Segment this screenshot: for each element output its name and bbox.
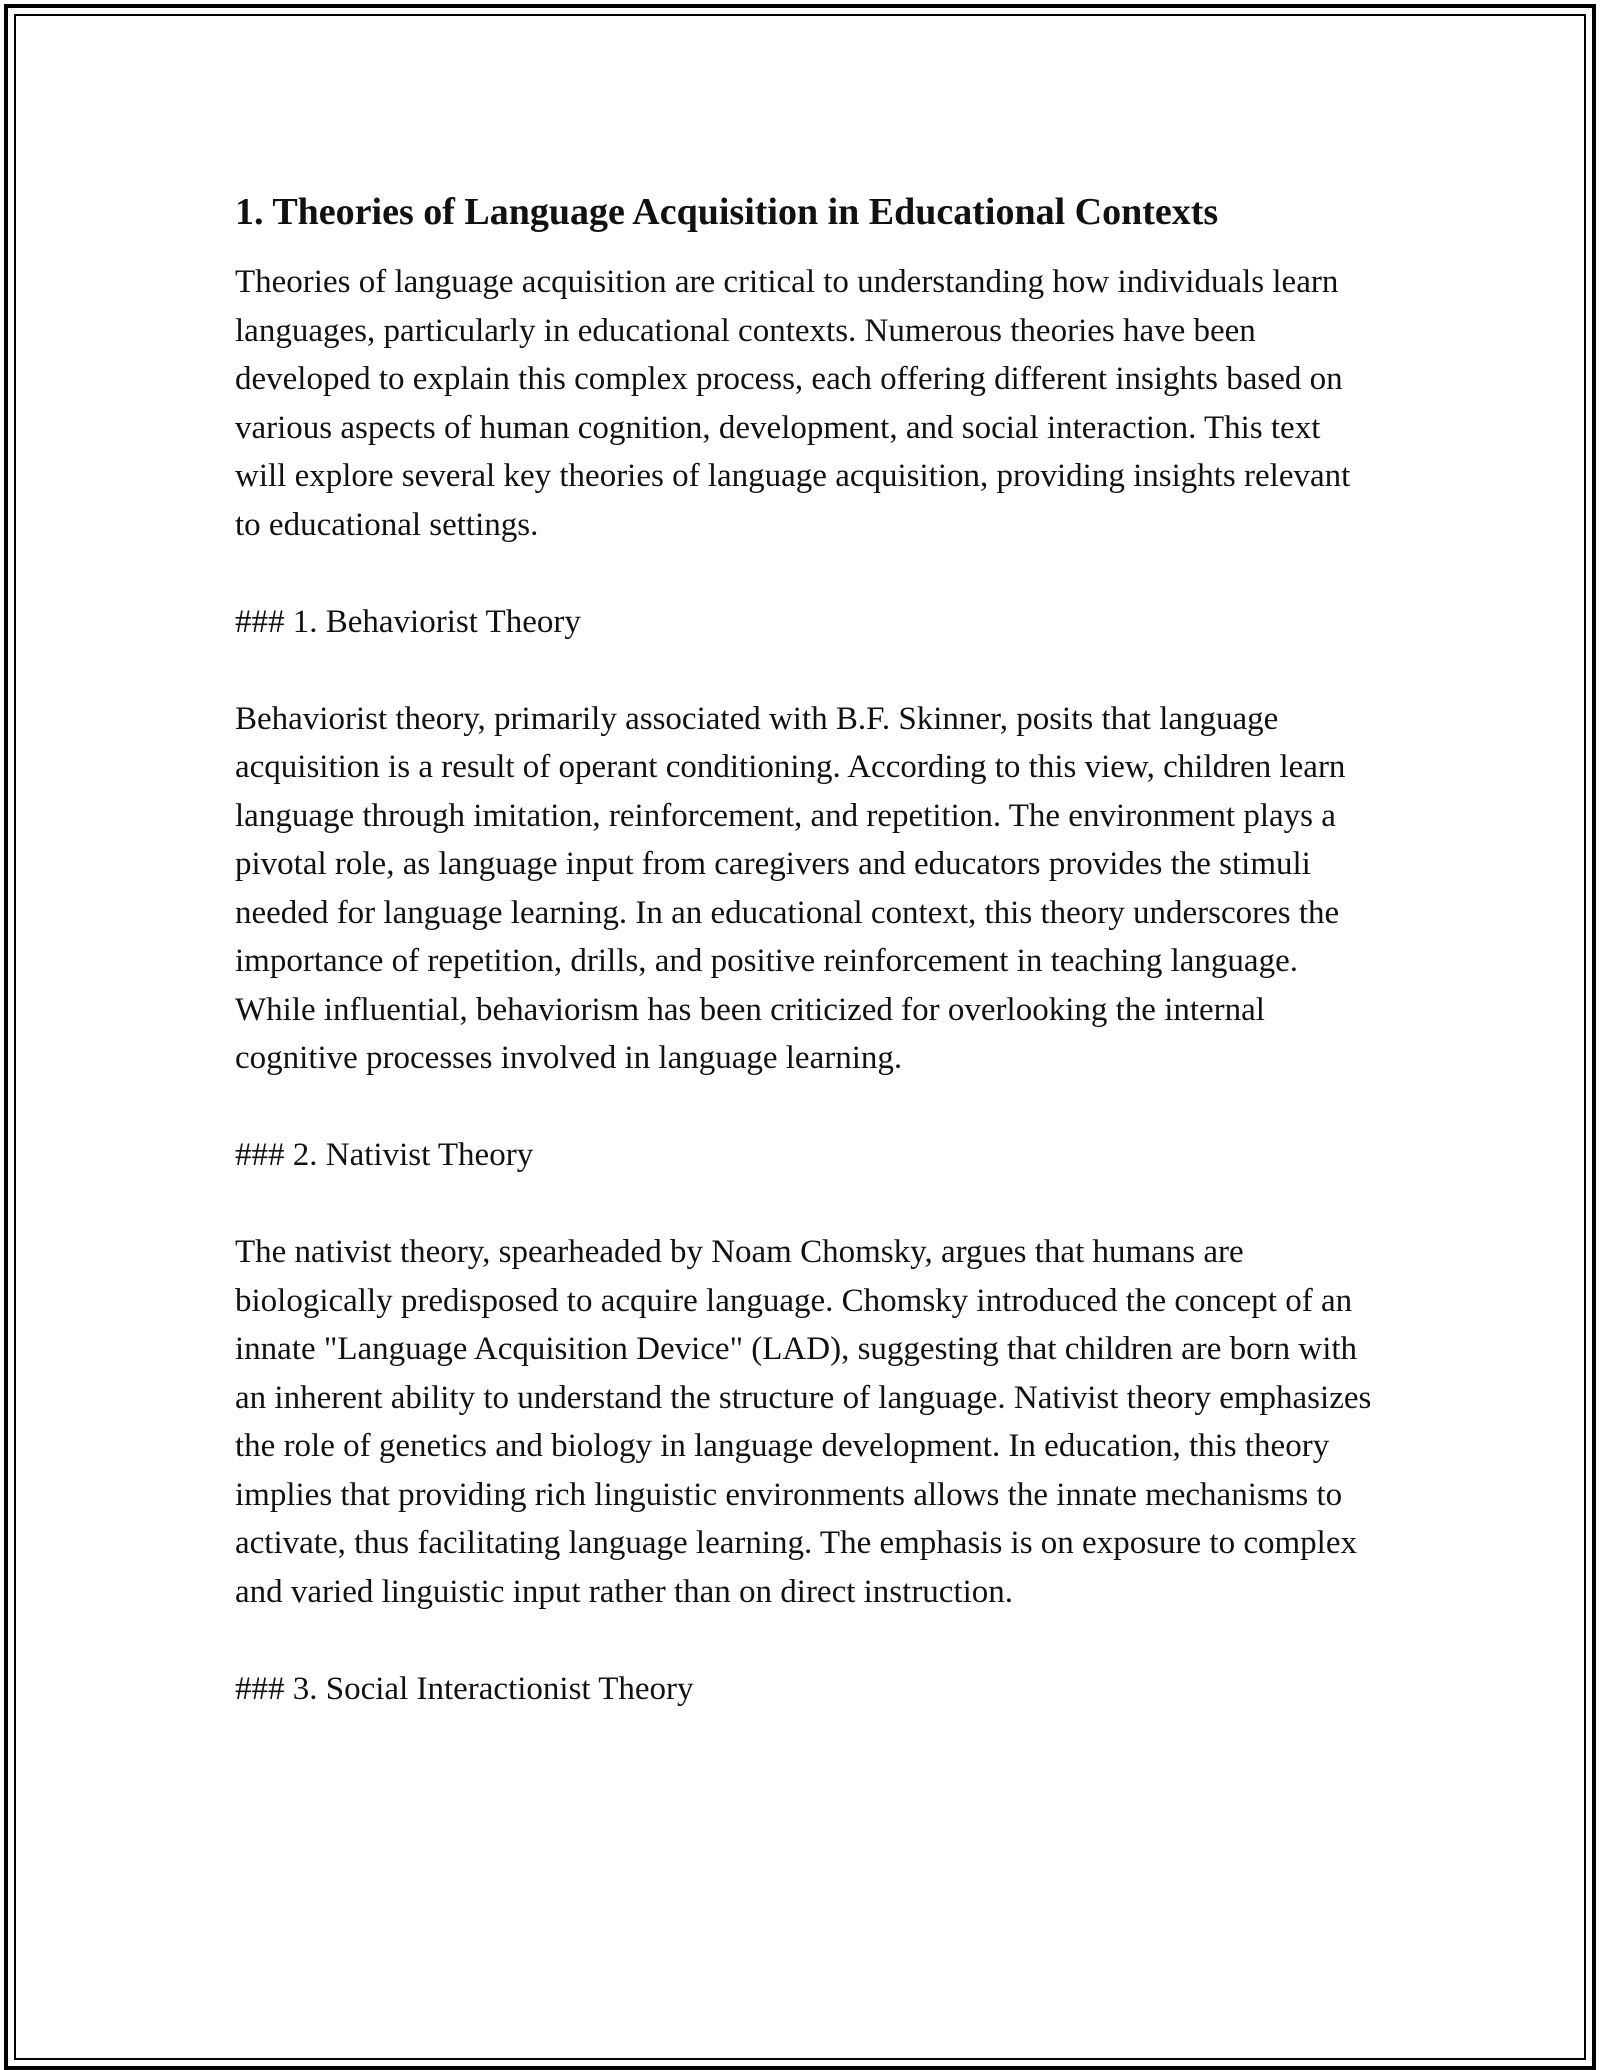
section-heading-social-interactionist: ### 3. Social Interactionist Theory [235, 1670, 694, 1707]
document-body [235, 186, 1375, 1713]
nativist-paragraph: The nativist theory, spearheaded by Noam Chomsky, argues that humans are biologically predisposed to acquire language. Chomsky introduced the concept of an innate "Language Acquisition Device" (LAD), suggesting that children are born with an inherent ability to understand the structure of language. Nativist theory emphasizes the role of genetics and biology in language development. In education, this theory implies that providing rich linguistic environments allows the innate mechanisms to activate, thus facilitating language learning. The emphasis is on exposure to complex and varied linguistic input rather than on direct instruction. [235, 1234, 1372, 1610]
section-heading-behaviorist: ### 1. Behaviorist Theory [235, 603, 581, 640]
intro-paragraph: Theories of language acquisition are critical to understanding how individuals learn languages, particularly in educational contexts. Numerous theories have been developed to explain this complex process, each offering different insights based on various aspects of human cognition, development, and social interaction. This text will explore several key theories of language acquisition, providing insights relevant to educational settings. [235, 264, 1351, 543]
section-heading-nativist: ### 2. Nativist Theory [235, 1137, 534, 1173]
document-title: 1. Theories of Language Acquisition in Educational Contexts [235, 191, 1219, 233]
behaviorist-paragraph: Behaviorist theory, primarily associated with B.F. Skinner, posits that language acquisition is a result of operant conditioning. According to this view, children learn language through imitation, reinforcement, and repetition. The environment plays a pivotal role, as language input from caregivers and educators provides the stimuli needed for language learning. In an educational context, this theory underscores the importance of repetition, drills, and positive reinforcement in teaching language. While influential, behaviorism has been criticized for overlooking the internal cognitive processes involved in language learning. [235, 700, 1346, 1076]
